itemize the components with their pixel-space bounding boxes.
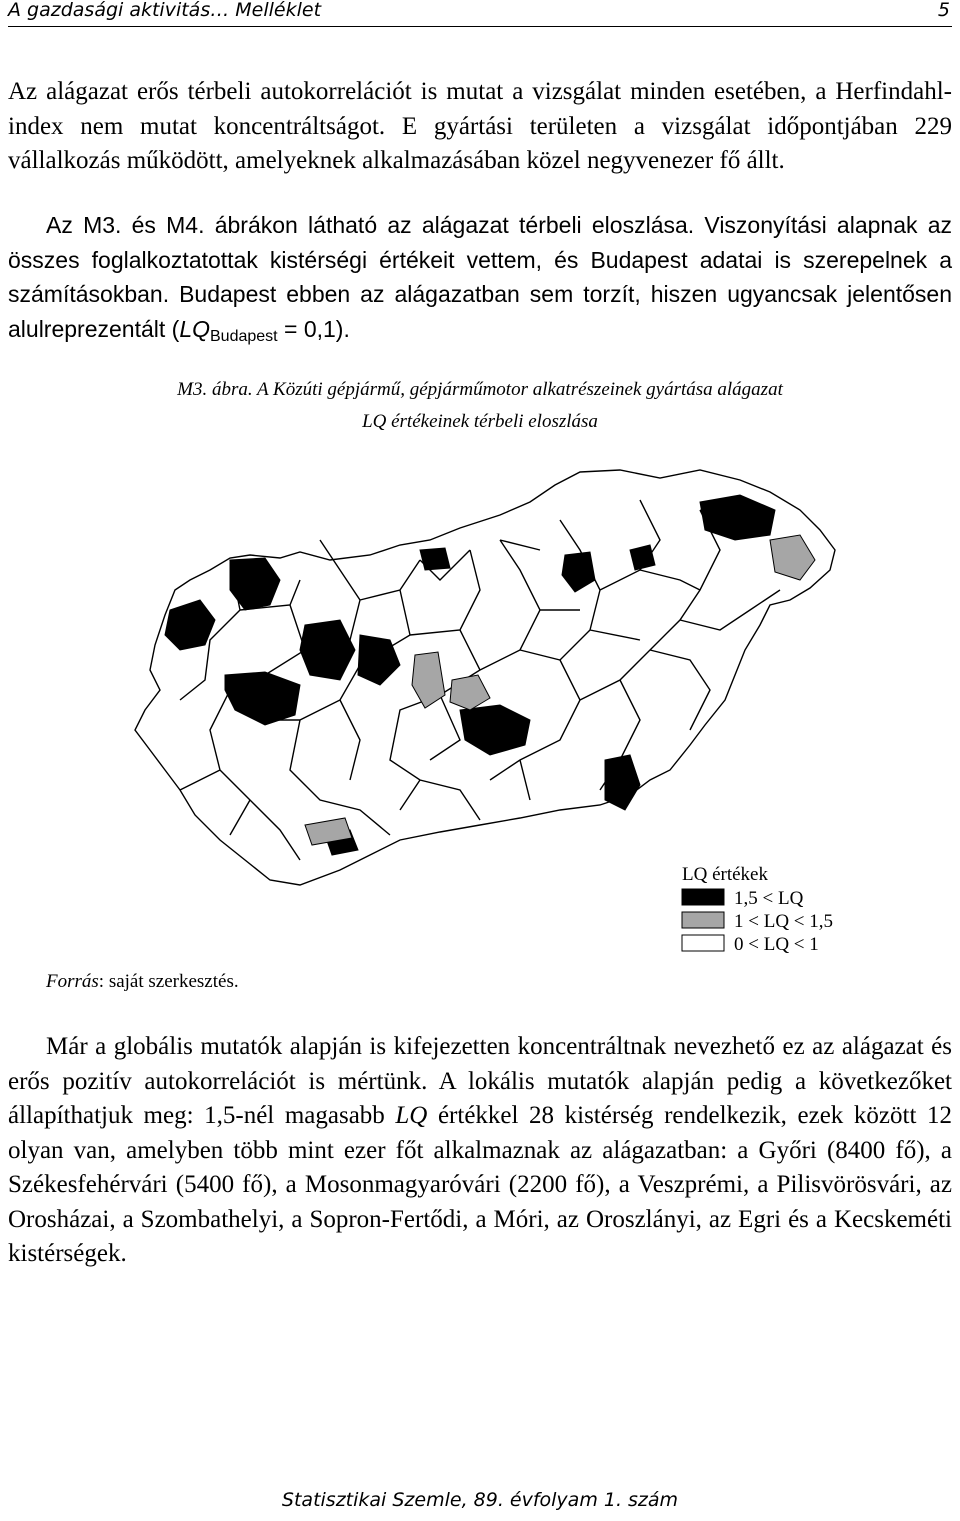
header-title: A gazdasági aktivitás… Melléklet bbox=[8, 0, 322, 21]
page-number: 5 bbox=[937, 0, 950, 21]
legend-swatch-low bbox=[682, 935, 724, 951]
district-high-lq bbox=[630, 545, 655, 570]
source-text: : saját szerkesztés. bbox=[98, 971, 239, 992]
district-high-lq bbox=[420, 548, 450, 570]
figure-caption-line1 bbox=[0, 379, 960, 401]
paragraph-3 bbox=[8, 1030, 952, 1272]
figure-label: M3. ábra. bbox=[177, 379, 253, 400]
paragraph-3-after: értékkel 28 kistérség rendelkezik, ezek között 12 olyan van, amelyben több mint ezer főt alkalmaznak az alágazatban: a Győri (8400 fő), a Székesfehérvári (5400 fő), a Mosonmagyaróvári (2200 fő), a Veszprémi, a Pilisvörösvári, az Orosházai, a Szombathelyi, a Sopron-Fertődi, a Móri, az Oroszlányi, az Egri és a Kecskeméti kistérségek. bbox=[8, 1102, 952, 1267]
figure-caption-line2 bbox=[0, 411, 960, 433]
map-legend bbox=[682, 864, 833, 955]
legend-swatch-medium bbox=[682, 912, 724, 928]
legend-title: LQ értékek bbox=[682, 864, 768, 885]
paragraph-1 bbox=[8, 75, 952, 179]
legend-label-low: 0 < LQ < 1 bbox=[734, 934, 819, 955]
paragraph-2-end: = 0,1). bbox=[277, 315, 350, 342]
paragraph-2 bbox=[8, 208, 952, 354]
running-footer: Statisztikai Szemle, 89. évfolyam 1. szám bbox=[281, 1489, 679, 1511]
paragraph-2-body: Az M3. és M4. ábrákon látható az alágazat térbeli eloszlása. Viszonyítási alapnak az összes foglalkoztatottak kistérségi értékeit vettem, és Budapest adatai is szerepelnek a számításokban. Budapest ebben az alágazatban sem torzít, hiszen ugyancsak jelentősen alulreprezentált ( bbox=[8, 212, 952, 342]
running-header bbox=[8, 0, 952, 27]
paragraph-3-before: Már a globális mutatók alapján is kifejezetten koncentráltnak nevezhető ez az alágazat és erős pozitív autokorrelációt is mértünk. A lokális mutatók alapján pedig a következőket állapíthatjuk meg: 1,5-nél magasabb bbox=[8, 1033, 952, 1129]
paragraph-2-text bbox=[8, 208, 952, 354]
paragraph-3-text bbox=[8, 1030, 952, 1272]
figure-source bbox=[46, 971, 239, 993]
lq-symbol-2: LQ bbox=[395, 1102, 428, 1129]
legend-label-high: 1,5 < LQ bbox=[734, 888, 804, 909]
paragraph-1-text: Az alágazat erős térbeli autokorrelációt is mutat a vizsgálat minden esetében, a Herfindahl-index nem mutat koncentráltságot. E gyártási területen a vizsgálat időpontjában 229 vállalkozás működött, amelyeknek alkalmazásában közel negyvenezer fő állt. bbox=[8, 78, 952, 174]
source-label: Forrás bbox=[46, 971, 99, 992]
lq-subscript: Budapest bbox=[210, 327, 278, 345]
legend-swatch-high bbox=[682, 889, 724, 905]
legend-label-medium: 1 < LQ < 1,5 bbox=[734, 911, 834, 932]
figure-title-1: A Közúti gépjármű, gépjárműmotor alkatrészeinek gyártása alágazat bbox=[257, 379, 783, 400]
lq-symbol: LQ bbox=[179, 315, 210, 342]
figure-title-2: LQ értékeinek térbeli eloszlása bbox=[362, 411, 598, 432]
hungary-lq-map bbox=[0, 440, 960, 965]
